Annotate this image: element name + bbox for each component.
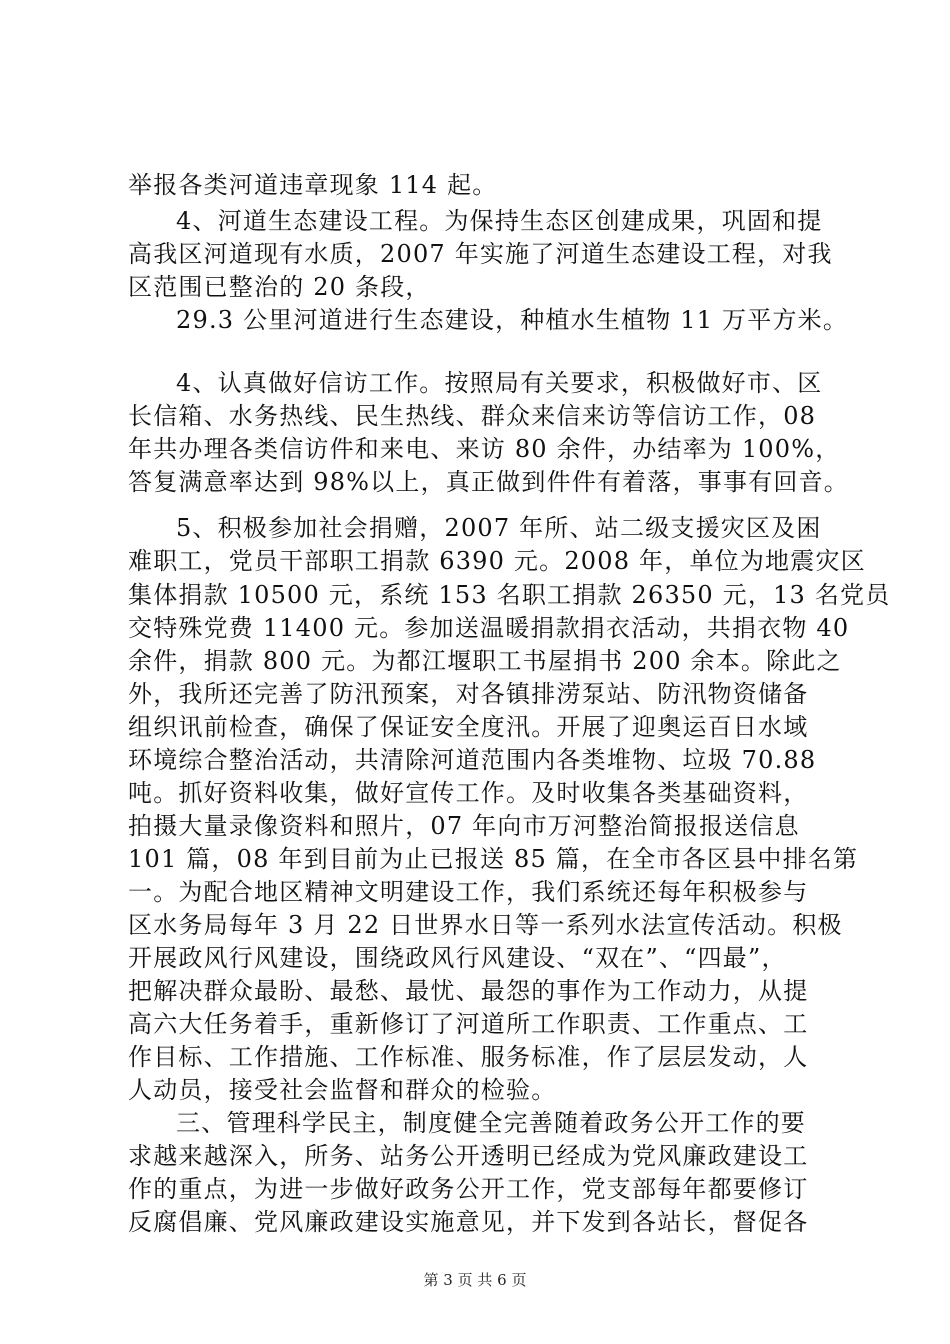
text-line: 年共办理各类信访件和来电、来访 80 余件，办结率为 100%， xyxy=(128,435,841,463)
text-line: 外，我所还完善了防汛预案，对各镇排涝泵站、防汛物资储备 xyxy=(128,680,809,708)
text-line: 交特殊党费 11400 元。参加送温暖捐款捐衣活动，共捐衣物 40 xyxy=(128,614,850,642)
text-line: 环境综合整治活动，共清除河道范围内各类堆物、垃圾 70.88 xyxy=(128,746,817,774)
text-line: 4、认真做好信访工作。按照局有关要求，积极做好市、区 xyxy=(176,369,823,397)
text-line: 区水务局每年 3 月 22 日世界水日等一系列水法宣传活动。积极 xyxy=(128,911,843,939)
text-line: 人动员，接受社会监督和群众的检验。 xyxy=(128,1076,557,1104)
text-line: 求越来越深入，所务、站务公开透明已经成为党风廉政建设工 xyxy=(128,1142,809,1170)
text-line: 三、管理科学民主，制度健全完善随着政务公开工作的要 xyxy=(176,1109,806,1137)
text-line: 作的重点，为进一步做好政务公开工作，党支部每年都要修订 xyxy=(128,1175,809,1203)
text-line: 长信箱、水务热线、民生热线、群众来信来访等信访工作，08 xyxy=(128,402,817,430)
text-line: 吨。抓好资料收集，做好宣传工作。及时收集各类基础资料， xyxy=(128,779,809,807)
text-line: 难职工，党员干部职工捐款 6390 元。2008 年，单位为地震灾区 xyxy=(128,547,866,575)
page-number: 第 3 页 共 6 页 xyxy=(423,1271,527,1289)
text-line: 101 篇，08 年到目前为止已报送 85 篇，在全市各区县中排名第 xyxy=(128,845,859,873)
text-line: 拍摄大量录像资料和照片，07 年向市万河整治简报报送信息 xyxy=(128,812,800,840)
text-line: 余件，捐款 800 元。为都江堰职工书屋捐书 200 余本。除此之 xyxy=(128,647,842,675)
text-line: 区范围已整治的 20 条段， xyxy=(128,273,431,301)
text-line: 组织讯前检查，确保了保证安全度汛。开展了迎奥运百日水域 xyxy=(128,713,809,741)
text-line: 反腐倡廉、党风廉政建设实施意见，并下发到各站长，督促各 xyxy=(128,1208,809,1236)
text-line: 答复满意率达到 98%以上，真正做到件件有着落，事事有回音。 xyxy=(128,468,849,496)
text-line: 作目标、工作措施、工作标准、服务标准，作了层层发动，人 xyxy=(128,1043,809,1071)
text-line: 一。为配合地区精神文明建设工作，我们系统还每年积极参与 xyxy=(128,878,809,906)
text-line: 5、积极参加社会捐赠，2007 年所、站二级支援灾区及困 xyxy=(176,514,822,542)
text-line: 高我区河道现有水质，2007 年实施了河道生态建设工程，对我 xyxy=(128,240,833,268)
text-line: 集体捐款 10500 元，系统 153 名职工捐款 26350 元，13 名党员 xyxy=(128,581,891,609)
text-line: 开展政风行风建设，围绕政风行风建设、“双在”、“四最”， xyxy=(128,944,787,972)
text-line: 29.3 公里河道进行生态建设，种植水生植物 11 万平方米。 xyxy=(176,306,849,334)
text-line: 高六大任务着手，重新修订了河道所工作职责、工作重点、工 xyxy=(128,1010,809,1038)
text-line: 4、河道生态建设工程。为保持生态区创建成果，巩固和提 xyxy=(176,207,823,235)
text-line: 把解决群众最盼、最愁、最忧、最怨的事作为工作动力，从提 xyxy=(128,977,809,1005)
text-line: 举报各类河道违章现象 114 起。 xyxy=(128,171,498,199)
